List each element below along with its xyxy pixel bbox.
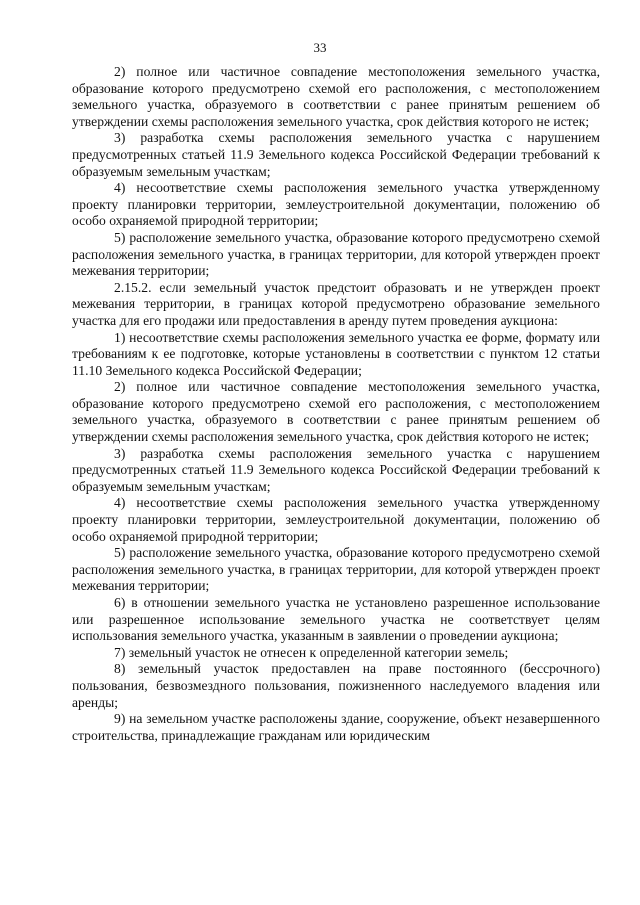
paragraph: 8) земельный участок предоставлен на праве постоянного (бессрочного) пользования, безвозмездного пользования, пожизненного наследуемого владения или аренды; [72,661,600,710]
paragraph: 4) несоответствие схемы расположения земельного участка утвержденному проекту планировки территории, землеустроительной документации, положению об особо охраняемой природной территории; [72,180,600,229]
paragraph: 1) несоответствие схемы расположения земельного участка ее форме, формату или требованиям к ее подготовке, которые установлены в соответствии с пунктом 12 статьи 11.10 Земельного кодекса Российской Федерации; [72,329,600,378]
paragraph: 4) несоответствие схемы расположения земельного участка утвержденному проекту планировки территории, землеустроительной документации, положению об особо охраняемой природной территории; [72,495,600,544]
page-number: 33 [313,40,327,55]
paragraph: 6) в отношении земельного участка не установлено разрешенное использование или разрешенное использование земельного участка не соответствует целям использования земельного участка, указанным в заявлении о проведении аукциона; [72,595,600,644]
document-body [72,64,600,744]
paragraph: 9) на земельном участке расположены здание, сооружение, объект незавершенного строительства, принадлежащие гражданам или юридическим [72,711,600,743]
paragraph: 2) полное или частичное совпадение местоположения земельного участка, образование которого предусмотрено схемой его расположения, с местоположением земельного участка, образуемого в соответствии с ранее принятым решением об утверждении схемы расположения земельного участка, срок действия которого не истек; [72,64,600,129]
paragraph: 3) разработка схемы расположения земельного участка с нарушением предусмотренных статьей 11.9 Земельного кодекса Российской Федерации требований к образуемым земельным участкам; [72,130,600,179]
paragraph: 7) земельный участок не отнесен к определенной категории земель; [114,644,509,660]
paragraph: 5) расположение земельного участка, образование которого предусмотрено схемой расположения земельного участка, в границах территории, для которой утвержден проект межевания территории; [72,545,600,594]
paragraph: 2) полное или частичное совпадение местоположения земельного участка, образование которого предусмотрено схемой его расположения, с местоположением земельного участка, образуемого в соответствии с ранее принятым решением об утверждении схемы расположения земельного участка, срок действия которого не истек; [72,379,600,445]
paragraph: 5) расположение земельного участка, образование которого предусмотрено схемой расположения земельного участка, в границах территории, для которой утвержден проект межевания территории; [72,229,600,279]
paragraph: 2.15.2. если земельный участок предстоит образовать и не утвержден проект межевания территории, в границах которой предусмотрено образование земельного участка для его продажи или предоставления в аренду путем проведения аукциона: [72,279,600,328]
paragraph: 3) разработка схемы расположения земельного участка с нарушением предусмотренных статьей 11.9 Земельного кодекса Российской Федерации требований к образуемым земельным участкам; [72,445,600,494]
